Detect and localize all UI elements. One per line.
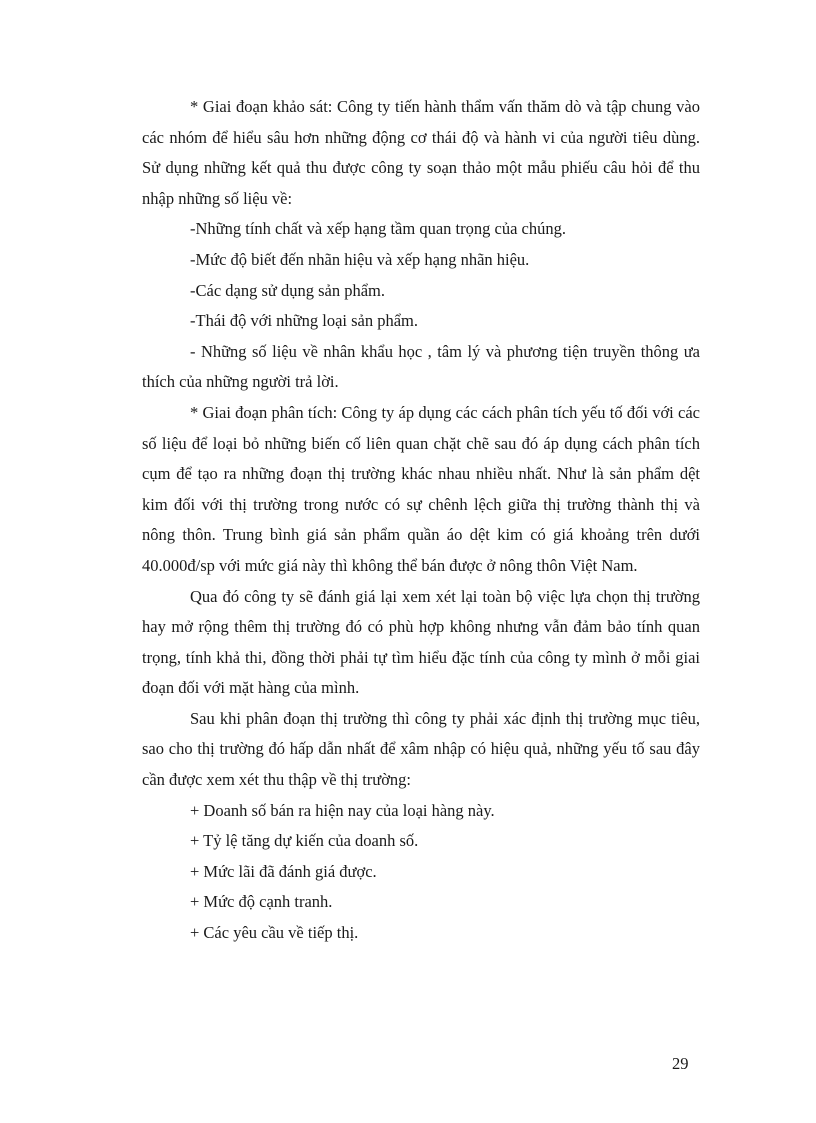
list-item-demographics: - Những số liệu về nhân khẩu học , tâm lý và phương tiện truyền thông ưa thích của những người trả lời.: [142, 341, 700, 392]
list-item-current-sales: + Doanh số bán ra hiện nay của loại hàng này.: [190, 800, 495, 820]
paragraph-analysis-phase: * Giai đoạn phân tích: Công ty áp dụng các cách phân tích yếu tố đối với các số liệu để loại bỏ những biến cố liên quan chặt chẽ sau đó áp dụng cách phân tích cụm để tạo ra những đoạn thị trường khác nhau nhiều nhất. Như là sản phẩm dệt kim đối với thị trường trong nước có sự chênh lệch giữa thị trường thành thị và nông thôn. Trung bình giá sản phẩm quần áo dệt kim có giá khoảng trên dưới 40.000đ/sp với mức giá này thì không thể bán được ở nông thôn Việt Nam.: [142, 402, 700, 575]
list-item-brand-awareness: -Mức độ biết đến nhãn hiệu và xếp hạng nhãn hiệu.: [190, 249, 530, 269]
list-item-usage-forms: -Các dạng sử dụng sản phẩm.: [190, 280, 385, 300]
paragraph-target-market: Sau khi phân đoạn thị trường thì công ty phải xác định thị trường mục tiêu, sao cho thị trường đó hấp dẫn nhất để xâm nhập có hiệu quả, những yếu tố sau đây cần được xem xét thu thập về thị trường:: [142, 708, 700, 790]
list-item-attitude: -Thái độ với những loại sản phẩm.: [190, 311, 419, 331]
page-number: 29: [672, 1054, 689, 1073]
list-item-growth-rate: + Tỷ lệ tăng dự kiến của doanh số.: [190, 831, 419, 851]
list-item-marketing-requirements: + Các yêu cầu về tiếp thị.: [190, 923, 359, 943]
paragraph-survey-phase: * Giai đoạn khảo sát: Công ty tiến hành thẩm vấn thăm dò và tập chung vào các nhóm để hiểu sâu hơn những động cơ thái độ và hành vi của người tiêu dùng. Sử dụng những kết quả thu được công ty soạn thảo một mẫu phiếu câu hỏi để thu nhập những số liệu về:: [142, 97, 700, 208]
paragraph-reevaluation: Qua đó công ty sẽ đánh giá lại xem xét lại toàn bộ việc lựa chọn thị trường hay mở rộng thêm thị trường đó có phù hợp không nhưng vẫn đảm bảo tính quan trọng, tính khả thi, đồng thời phải tự tìm hiểu đặc tính của công ty mình ở mỗi giai đoạn đối với mặt hàng của mình.: [142, 586, 700, 698]
page-body: [142, 92, 700, 949]
list-item-profit-margin: + Mức lãi đã đánh giá được.: [190, 861, 377, 881]
list-item-competition: + Mức độ cạnh tranh.: [190, 892, 333, 912]
list-item-properties: -Những tính chất và xếp hạng tầm quan trọng của chúng.: [190, 219, 566, 239]
